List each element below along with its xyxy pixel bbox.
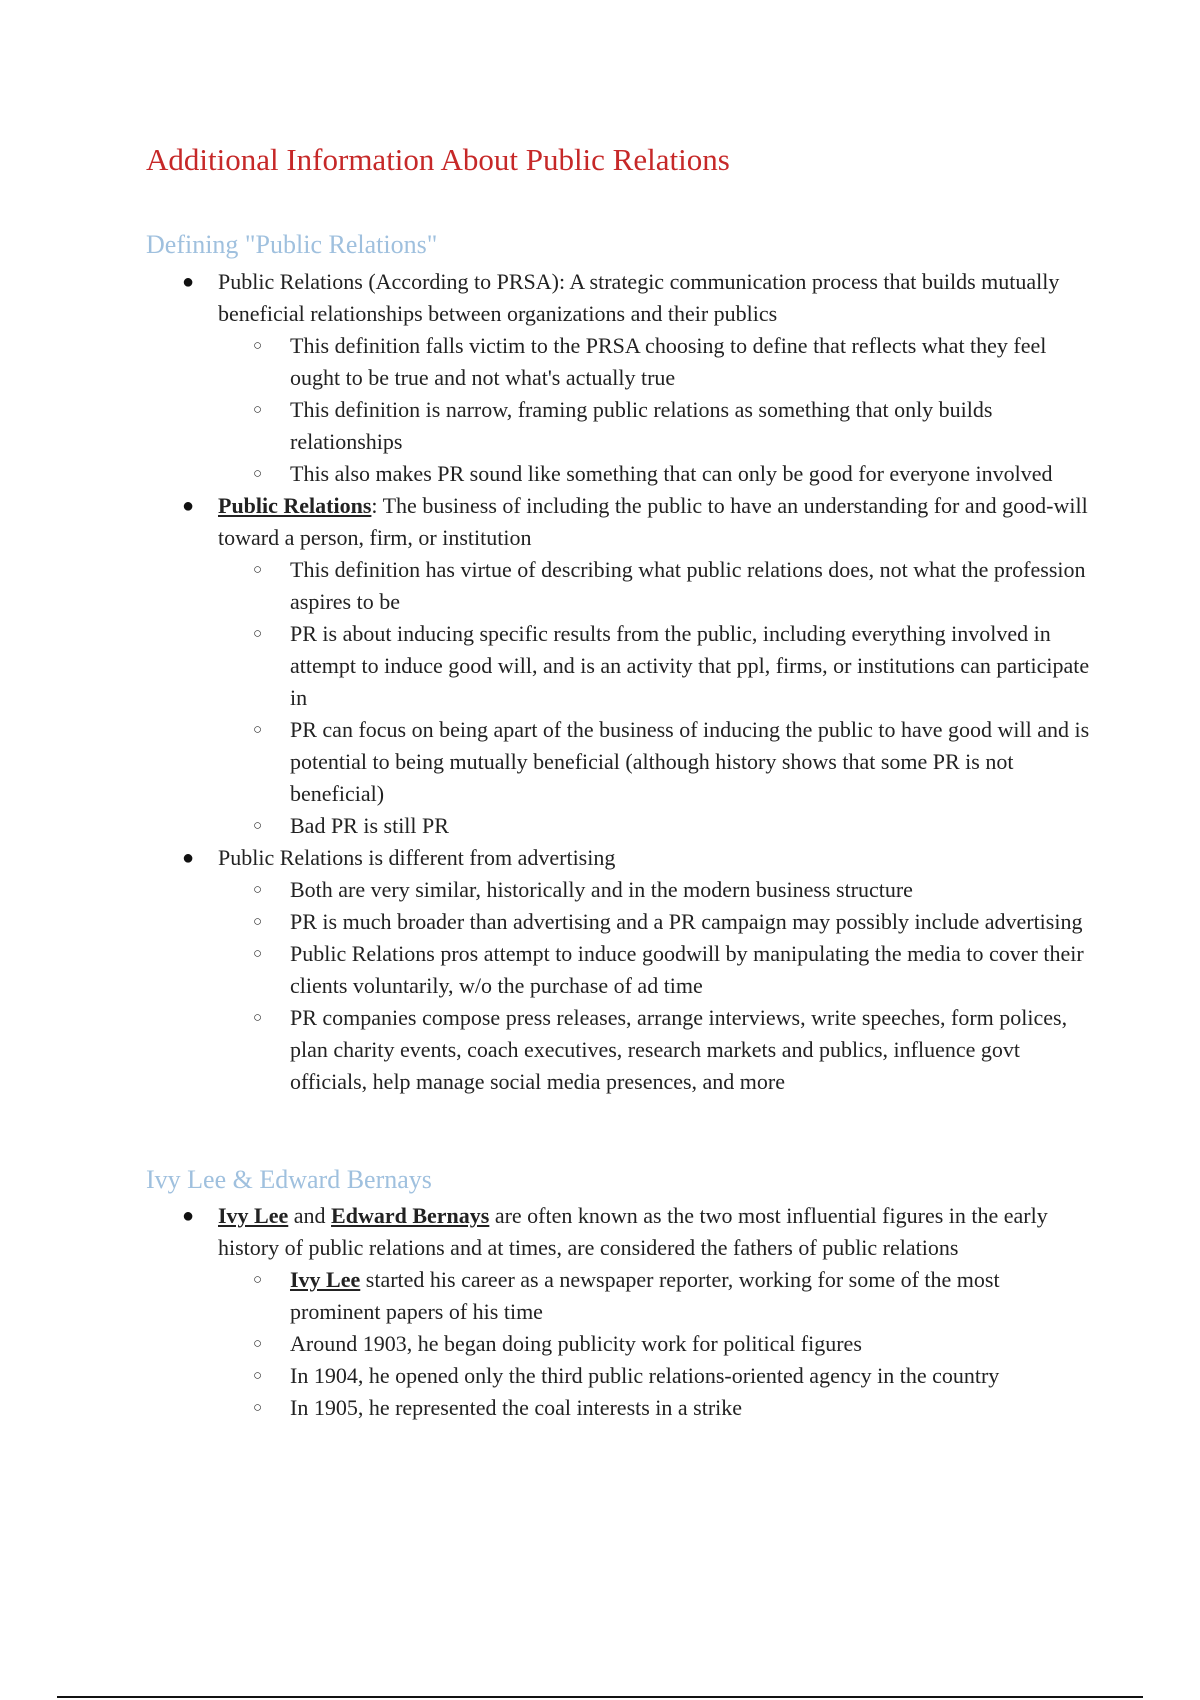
sub-list (218, 1264, 1095, 1424)
sub-bullet-icon: ○ (253, 1336, 263, 1352)
page-bottom-rule (57, 1696, 1143, 1698)
sub-bullet-text: PR is about inducing specific results from the public, including everything involved in attempt to induce good will, and is an activity that ppl, firms, or institutions can participate in (290, 621, 1090, 710)
bullet-text: are often known as the two most influential figures in the early history of public relations and at times, are considered the fathers of public relations (218, 1203, 1048, 1260)
list-item (253, 810, 1095, 842)
section-heading-defining-pr: Defining "Public Relations" (146, 230, 438, 259)
sub-bullet-text: This definition has virtue of describing what public relations does, not what the profession aspires to be (290, 557, 1086, 614)
page-title: Additional Information About Public Relations (146, 142, 730, 177)
name-ivy-lee: Ivy Lee (290, 1267, 361, 1292)
sub-bullet-icon: ○ (253, 882, 263, 898)
sub-bullet-icon: ○ (253, 818, 263, 834)
list-item (253, 1002, 1095, 1098)
sub-bullet-text: This definition is narrow, framing public relations as something that only builds relationships (290, 397, 993, 454)
list-item (0, 1200, 1200, 1424)
sub-bullet-text: Bad PR is still PR (290, 813, 449, 838)
sub-bullet-icon: ○ (253, 914, 263, 930)
section1-bullet-list (0, 266, 1200, 1098)
name-edward-bernays: Edward Bernays (331, 1203, 490, 1228)
sub-bullet-icon: ○ (253, 402, 263, 418)
sub-bullet-icon: ○ (253, 722, 263, 738)
sub-bullet-icon: ○ (253, 466, 263, 482)
sub-bullet-icon: ○ (253, 1400, 263, 1416)
section-heading-ivy-lee-bernays: Ivy Lee & Edward Bernays (146, 1165, 432, 1194)
bullet-text: : The business of including the public to have an understanding for and good-will toward a person, firm, or institution (218, 493, 1088, 550)
sub-bullet-icon: ○ (253, 1368, 263, 1384)
bullet-icon: ● (182, 847, 195, 869)
list-item (0, 266, 1200, 490)
sub-bullet-icon: ○ (253, 1272, 263, 1288)
list-item (253, 554, 1095, 618)
list-item (0, 490, 1200, 842)
sub-bullet-text: PR can focus on being apart of the business of inducing the public to have good will and is potential to being mutually beneficial (although history shows that some PR is not beneficial) (290, 717, 1090, 806)
sub-bullet-icon: ○ (253, 562, 263, 578)
sub-bullet-icon: ○ (253, 1010, 263, 1026)
list-item (253, 1264, 1095, 1328)
list-item (0, 842, 1200, 1098)
sub-list (218, 554, 1095, 842)
sub-bullet-text: In 1904, he opened only the third public relations-oriented agency in the country (290, 1363, 1000, 1388)
list-item (253, 394, 1095, 458)
sub-bullet-text: In 1905, he represented the coal interests in a strike (290, 1395, 743, 1420)
list-item (253, 938, 1095, 1002)
bullet-text: Public Relations is different from advertising (218, 845, 616, 870)
sub-bullet-text: started his career as a newspaper reporter, working for some of the most prominent papers of his time (290, 1267, 1000, 1324)
bullet-icon: ● (182, 495, 195, 517)
sub-bullet-text: PR companies compose press releases, arrange interviews, write speeches, form polices, plan charity events, coach executives, research markets and publics, influence govt officials, help manage social media presences, and more (290, 1005, 1068, 1094)
section2-bullet-list (0, 1200, 1200, 1424)
sub-list (218, 330, 1095, 490)
sub-bullet-text: This also makes PR sound like something that can only be good for everyone involved (290, 461, 1053, 486)
bullet-icon: ● (182, 1205, 195, 1227)
bullet-text: Public Relations (According to PRSA): A strategic communication process that builds mutually beneficial relationships between organizations and their publics (218, 269, 1060, 326)
list-item (253, 874, 1095, 906)
list-item (253, 458, 1095, 490)
sub-bullet-icon: ○ (253, 626, 263, 642)
list-item (253, 618, 1095, 714)
list-item (253, 714, 1095, 810)
sub-bullet-text: This definition falls victim to the PRSA choosing to define that reflects what they feel ought to be true and not what's actually true (290, 333, 1047, 390)
list-item (253, 1360, 1095, 1392)
list-item (253, 1328, 1095, 1360)
sub-list (218, 874, 1095, 1098)
sub-bullet-text: Around 1903, he began doing publicity work for political figures (290, 1331, 862, 1356)
bullet-icon: ● (182, 271, 195, 293)
list-item (253, 1392, 1095, 1424)
name-ivy-lee: Ivy Lee (218, 1203, 289, 1228)
term-public-relations: Public Relations (218, 493, 372, 518)
sub-bullet-text: Public Relations pros attempt to induce goodwill by manipulating the media to cover their clients voluntarily, w/o the purchase of ad time (290, 941, 1084, 998)
sub-bullet-icon: ○ (253, 338, 263, 354)
sub-bullet-icon: ○ (253, 946, 263, 962)
sub-bullet-text: PR is much broader than advertising and a PR campaign may possibly include advertising (290, 909, 1083, 934)
list-item (253, 330, 1095, 394)
sub-bullet-text: Both are very similar, historically and in the modern business structure (290, 877, 913, 902)
list-item (253, 906, 1095, 938)
conjunction-text: and (288, 1203, 332, 1228)
